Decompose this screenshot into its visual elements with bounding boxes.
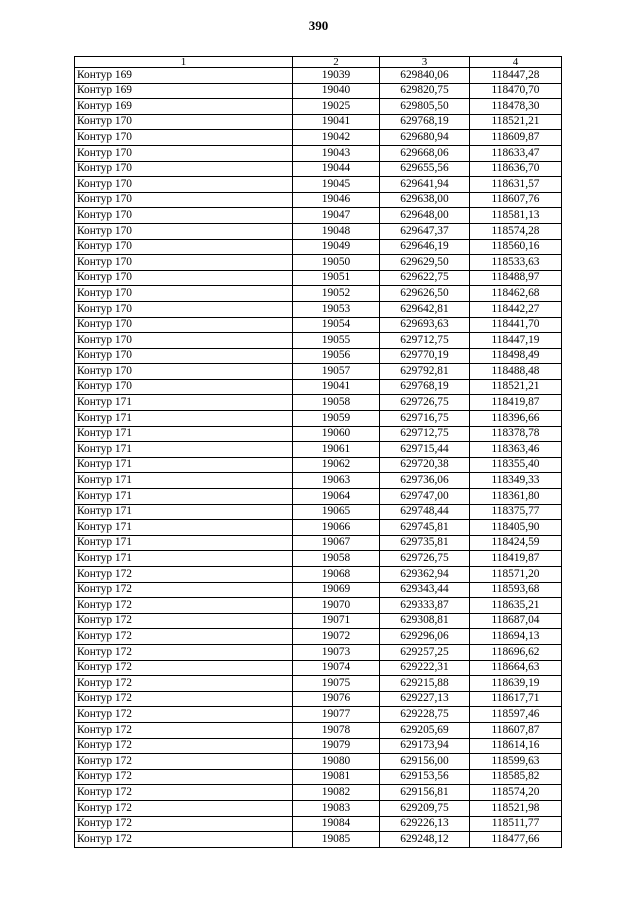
x-coordinate-cell: 629153,56 bbox=[380, 769, 470, 785]
contour-cell: Контур 170 bbox=[75, 208, 293, 224]
point-number-cell: 19055 bbox=[293, 333, 380, 349]
y-coordinate-cell: 118617,71 bbox=[470, 691, 562, 707]
x-coordinate-cell: 629720,38 bbox=[380, 457, 470, 473]
table-row bbox=[75, 301, 562, 317]
y-coordinate-cell: 118375,77 bbox=[470, 504, 562, 520]
x-coordinate-cell: 629726,75 bbox=[380, 395, 470, 411]
x-coordinate-cell: 629680,94 bbox=[380, 130, 470, 146]
y-coordinate-cell: 118378,78 bbox=[470, 426, 562, 442]
contour-cell: Контур 171 bbox=[75, 520, 293, 536]
contour-cell: Контур 172 bbox=[75, 800, 293, 816]
x-coordinate-cell: 629748,44 bbox=[380, 504, 470, 520]
table-row bbox=[75, 208, 562, 224]
x-coordinate-cell: 629226,13 bbox=[380, 816, 470, 832]
column-header-3: 3 bbox=[380, 57, 470, 68]
x-coordinate-cell: 629792,81 bbox=[380, 364, 470, 380]
contour-cell: Контур 171 bbox=[75, 411, 293, 427]
y-coordinate-cell: 118633,47 bbox=[470, 145, 562, 161]
table-row bbox=[75, 660, 562, 676]
contour-cell: Контур 170 bbox=[75, 286, 293, 302]
point-number-cell: 19052 bbox=[293, 286, 380, 302]
column-header-2: 2 bbox=[293, 57, 380, 68]
y-coordinate-cell: 118636,70 bbox=[470, 161, 562, 177]
point-number-cell: 19077 bbox=[293, 707, 380, 723]
contour-cell: Контур 169 bbox=[75, 99, 293, 115]
table-row bbox=[75, 83, 562, 99]
point-number-cell: 19053 bbox=[293, 301, 380, 317]
x-coordinate-cell: 629820,75 bbox=[380, 83, 470, 99]
y-coordinate-cell: 118363,46 bbox=[470, 442, 562, 458]
contour-cell: Контур 170 bbox=[75, 270, 293, 286]
point-number-cell: 19056 bbox=[293, 348, 380, 364]
contour-cell: Контур 170 bbox=[75, 114, 293, 130]
y-coordinate-cell: 118696,62 bbox=[470, 644, 562, 660]
y-coordinate-cell: 118419,87 bbox=[470, 395, 562, 411]
x-coordinate-cell: 629747,00 bbox=[380, 489, 470, 505]
point-number-cell: 19048 bbox=[293, 223, 380, 239]
table-row bbox=[75, 707, 562, 723]
contour-cell: Контур 172 bbox=[75, 785, 293, 801]
x-coordinate-cell: 629343,44 bbox=[380, 582, 470, 598]
point-number-cell: 19067 bbox=[293, 535, 380, 551]
table-row bbox=[75, 411, 562, 427]
y-coordinate-cell: 118560,16 bbox=[470, 239, 562, 255]
point-number-cell: 19043 bbox=[293, 145, 380, 161]
table-row bbox=[75, 535, 562, 551]
x-coordinate-cell: 629362,94 bbox=[380, 567, 470, 583]
point-number-cell: 19064 bbox=[293, 489, 380, 505]
contour-cell: Контур 172 bbox=[75, 598, 293, 614]
contour-cell: Контур 172 bbox=[75, 832, 293, 848]
column-header-1: 1 bbox=[75, 57, 293, 68]
contour-cell: Контур 172 bbox=[75, 707, 293, 723]
x-coordinate-cell: 629642,81 bbox=[380, 301, 470, 317]
point-number-cell: 19046 bbox=[293, 192, 380, 208]
table-row bbox=[75, 395, 562, 411]
table-header-row bbox=[75, 57, 562, 68]
contour-cell: Контур 170 bbox=[75, 348, 293, 364]
y-coordinate-cell: 118635,21 bbox=[470, 598, 562, 614]
contour-cell: Контур 171 bbox=[75, 535, 293, 551]
contour-cell: Контур 170 bbox=[75, 255, 293, 271]
point-number-cell: 19073 bbox=[293, 644, 380, 660]
contour-cell: Контур 170 bbox=[75, 177, 293, 193]
table-row bbox=[75, 832, 562, 848]
point-number-cell: 19063 bbox=[293, 473, 380, 489]
contour-cell: Контур 171 bbox=[75, 504, 293, 520]
point-number-cell: 19071 bbox=[293, 613, 380, 629]
x-coordinate-cell: 629222,31 bbox=[380, 660, 470, 676]
x-coordinate-cell: 629638,00 bbox=[380, 192, 470, 208]
contour-cell: Контур 172 bbox=[75, 738, 293, 754]
point-number-cell: 19076 bbox=[293, 691, 380, 707]
table-row bbox=[75, 613, 562, 629]
table-row bbox=[75, 255, 562, 271]
y-coordinate-cell: 118694,13 bbox=[470, 629, 562, 645]
table-row bbox=[75, 754, 562, 770]
table-row bbox=[75, 379, 562, 395]
table-row bbox=[75, 489, 562, 505]
x-coordinate-cell: 629768,19 bbox=[380, 379, 470, 395]
table-row bbox=[75, 161, 562, 177]
x-coordinate-cell: 629622,75 bbox=[380, 270, 470, 286]
x-coordinate-cell: 629156,81 bbox=[380, 785, 470, 801]
point-number-cell: 19068 bbox=[293, 567, 380, 583]
y-coordinate-cell: 118585,82 bbox=[470, 769, 562, 785]
table-row bbox=[75, 99, 562, 115]
table-row bbox=[75, 223, 562, 239]
contour-cell: Контур 170 bbox=[75, 239, 293, 255]
table-row bbox=[75, 317, 562, 333]
y-coordinate-cell: 118511,77 bbox=[470, 816, 562, 832]
y-coordinate-cell: 118470,70 bbox=[470, 83, 562, 99]
table-row bbox=[75, 145, 562, 161]
point-number-cell: 19049 bbox=[293, 239, 380, 255]
table-row bbox=[75, 442, 562, 458]
table-body bbox=[75, 68, 562, 848]
table-row bbox=[75, 800, 562, 816]
table-row bbox=[75, 68, 562, 84]
point-number-cell: 19084 bbox=[293, 816, 380, 832]
table-row bbox=[75, 364, 562, 380]
y-coordinate-cell: 118361,80 bbox=[470, 489, 562, 505]
point-number-cell: 19078 bbox=[293, 722, 380, 738]
x-coordinate-cell: 629735,81 bbox=[380, 535, 470, 551]
x-coordinate-cell: 629693,63 bbox=[380, 317, 470, 333]
table-row bbox=[75, 239, 562, 255]
y-coordinate-cell: 118614,16 bbox=[470, 738, 562, 754]
contour-cell: Контур 170 bbox=[75, 223, 293, 239]
x-coordinate-cell: 629805,50 bbox=[380, 99, 470, 115]
table-row bbox=[75, 426, 562, 442]
point-number-cell: 19070 bbox=[293, 598, 380, 614]
point-number-cell: 19059 bbox=[293, 411, 380, 427]
table-row bbox=[75, 504, 562, 520]
y-coordinate-cell: 118599,63 bbox=[470, 754, 562, 770]
contour-cell: Контур 172 bbox=[75, 769, 293, 785]
x-coordinate-cell: 629840,06 bbox=[380, 68, 470, 84]
y-coordinate-cell: 118687,04 bbox=[470, 613, 562, 629]
table-row bbox=[75, 286, 562, 302]
y-coordinate-cell: 118631,57 bbox=[470, 177, 562, 193]
contour-cell: Контур 172 bbox=[75, 691, 293, 707]
point-number-cell: 19050 bbox=[293, 255, 380, 271]
y-coordinate-cell: 118609,87 bbox=[470, 130, 562, 146]
table-row bbox=[75, 520, 562, 536]
x-coordinate-cell: 629308,81 bbox=[380, 613, 470, 629]
contour-cell: Контур 172 bbox=[75, 676, 293, 692]
table-row bbox=[75, 457, 562, 473]
y-coordinate-cell: 118521,98 bbox=[470, 800, 562, 816]
table-row bbox=[75, 598, 562, 614]
x-coordinate-cell: 629215,88 bbox=[380, 676, 470, 692]
contour-cell: Контур 169 bbox=[75, 83, 293, 99]
contour-cell: Контур 171 bbox=[75, 426, 293, 442]
contour-cell: Контур 170 bbox=[75, 333, 293, 349]
table-row bbox=[75, 551, 562, 567]
point-number-cell: 19066 bbox=[293, 520, 380, 536]
y-coordinate-cell: 118593,68 bbox=[470, 582, 562, 598]
point-number-cell: 19045 bbox=[293, 177, 380, 193]
contour-cell: Контур 171 bbox=[75, 442, 293, 458]
contour-cell: Контур 170 bbox=[75, 192, 293, 208]
x-coordinate-cell: 629629,50 bbox=[380, 255, 470, 271]
x-coordinate-cell: 629227,13 bbox=[380, 691, 470, 707]
y-coordinate-cell: 118396,66 bbox=[470, 411, 562, 427]
table-row bbox=[75, 785, 562, 801]
y-coordinate-cell: 118441,70 bbox=[470, 317, 562, 333]
y-coordinate-cell: 118574,20 bbox=[470, 785, 562, 801]
x-coordinate-cell: 629768,19 bbox=[380, 114, 470, 130]
contour-cell: Контур 171 bbox=[75, 551, 293, 567]
point-number-cell: 19044 bbox=[293, 161, 380, 177]
y-coordinate-cell: 118639,19 bbox=[470, 676, 562, 692]
x-coordinate-cell: 629712,75 bbox=[380, 426, 470, 442]
point-number-cell: 19060 bbox=[293, 426, 380, 442]
point-number-cell: 19047 bbox=[293, 208, 380, 224]
x-coordinate-cell: 629655,56 bbox=[380, 161, 470, 177]
x-coordinate-cell: 629156,00 bbox=[380, 754, 470, 770]
point-number-cell: 19039 bbox=[293, 68, 380, 84]
x-coordinate-cell: 629205,69 bbox=[380, 722, 470, 738]
contour-cell: Контур 171 bbox=[75, 395, 293, 411]
contour-cell: Контур 169 bbox=[75, 68, 293, 84]
table-row bbox=[75, 629, 562, 645]
table-row bbox=[75, 738, 562, 754]
y-coordinate-cell: 118597,46 bbox=[470, 707, 562, 723]
contour-cell: Контур 170 bbox=[75, 145, 293, 161]
y-coordinate-cell: 118488,97 bbox=[470, 270, 562, 286]
point-number-cell: 19058 bbox=[293, 395, 380, 411]
table-row bbox=[75, 130, 562, 146]
point-number-cell: 19065 bbox=[293, 504, 380, 520]
point-number-cell: 19025 bbox=[293, 99, 380, 115]
y-coordinate-cell: 118462,68 bbox=[470, 286, 562, 302]
y-coordinate-cell: 118447,19 bbox=[470, 333, 562, 349]
y-coordinate-cell: 118571,20 bbox=[470, 567, 562, 583]
table-row bbox=[75, 722, 562, 738]
table-row bbox=[75, 582, 562, 598]
contour-cell: Контур 170 bbox=[75, 301, 293, 317]
table-row bbox=[75, 769, 562, 785]
x-coordinate-cell: 629770,19 bbox=[380, 348, 470, 364]
x-coordinate-cell: 629648,00 bbox=[380, 208, 470, 224]
x-coordinate-cell: 629257,25 bbox=[380, 644, 470, 660]
y-coordinate-cell: 118574,28 bbox=[470, 223, 562, 239]
point-number-cell: 19074 bbox=[293, 660, 380, 676]
contour-cell: Контур 171 bbox=[75, 473, 293, 489]
y-coordinate-cell: 118447,28 bbox=[470, 68, 562, 84]
table-row bbox=[75, 333, 562, 349]
contour-cell: Контур 170 bbox=[75, 130, 293, 146]
x-coordinate-cell: 629736,06 bbox=[380, 473, 470, 489]
x-coordinate-cell: 629715,44 bbox=[380, 442, 470, 458]
table-row bbox=[75, 644, 562, 660]
table-row bbox=[75, 676, 562, 692]
contour-cell: Контур 171 bbox=[75, 457, 293, 473]
table-row bbox=[75, 567, 562, 583]
contour-cell: Контур 172 bbox=[75, 754, 293, 770]
contour-cell: Контур 171 bbox=[75, 489, 293, 505]
y-coordinate-cell: 118355,40 bbox=[470, 457, 562, 473]
contour-cell: Контур 172 bbox=[75, 567, 293, 583]
table-row bbox=[75, 348, 562, 364]
x-coordinate-cell: 629668,06 bbox=[380, 145, 470, 161]
y-coordinate-cell: 118521,21 bbox=[470, 379, 562, 395]
y-coordinate-cell: 118607,87 bbox=[470, 722, 562, 738]
x-coordinate-cell: 629647,37 bbox=[380, 223, 470, 239]
point-number-cell: 19083 bbox=[293, 800, 380, 816]
x-coordinate-cell: 629209,75 bbox=[380, 800, 470, 816]
point-number-cell: 19082 bbox=[293, 785, 380, 801]
x-coordinate-cell: 629173,94 bbox=[380, 738, 470, 754]
x-coordinate-cell: 629626,50 bbox=[380, 286, 470, 302]
y-coordinate-cell: 118521,21 bbox=[470, 114, 562, 130]
point-number-cell: 19079 bbox=[293, 738, 380, 754]
x-coordinate-cell: 629333,87 bbox=[380, 598, 470, 614]
y-coordinate-cell: 118419,87 bbox=[470, 551, 562, 567]
y-coordinate-cell: 118533,63 bbox=[470, 255, 562, 271]
y-coordinate-cell: 118442,27 bbox=[470, 301, 562, 317]
contour-cell: Контур 170 bbox=[75, 161, 293, 177]
point-number-cell: 19061 bbox=[293, 442, 380, 458]
contour-cell: Контур 170 bbox=[75, 317, 293, 333]
point-number-cell: 19057 bbox=[293, 364, 380, 380]
x-coordinate-cell: 629646,19 bbox=[380, 239, 470, 255]
contour-cell: Контур 172 bbox=[75, 582, 293, 598]
contour-cell: Контур 172 bbox=[75, 613, 293, 629]
x-coordinate-cell: 629712,75 bbox=[380, 333, 470, 349]
point-number-cell: 19062 bbox=[293, 457, 380, 473]
x-coordinate-cell: 629248,12 bbox=[380, 832, 470, 848]
contour-cell: Контур 172 bbox=[75, 816, 293, 832]
column-header-4: 4 bbox=[470, 57, 562, 68]
y-coordinate-cell: 118488,48 bbox=[470, 364, 562, 380]
page-number: 390 bbox=[308, 18, 329, 33]
x-coordinate-cell: 629641,94 bbox=[380, 177, 470, 193]
table-row bbox=[75, 816, 562, 832]
y-coordinate-cell: 118405,90 bbox=[470, 520, 562, 536]
y-coordinate-cell: 118424,59 bbox=[470, 535, 562, 551]
point-number-cell: 19040 bbox=[293, 83, 380, 99]
y-coordinate-cell: 118349,33 bbox=[470, 473, 562, 489]
x-coordinate-cell: 629745,81 bbox=[380, 520, 470, 536]
table-row bbox=[75, 192, 562, 208]
table-row bbox=[75, 114, 562, 130]
contour-cell: Контур 172 bbox=[75, 644, 293, 660]
point-number-cell: 19058 bbox=[293, 551, 380, 567]
y-coordinate-cell: 118498,49 bbox=[470, 348, 562, 364]
point-number-cell: 19041 bbox=[293, 114, 380, 130]
table-row bbox=[75, 177, 562, 193]
x-coordinate-cell: 629228,75 bbox=[380, 707, 470, 723]
point-number-cell: 19075 bbox=[293, 676, 380, 692]
coordinates-table bbox=[74, 56, 562, 848]
y-coordinate-cell: 118607,76 bbox=[470, 192, 562, 208]
contour-cell: Контур 172 bbox=[75, 660, 293, 676]
point-number-cell: 19054 bbox=[293, 317, 380, 333]
point-number-cell: 19069 bbox=[293, 582, 380, 598]
contour-cell: Контур 170 bbox=[75, 379, 293, 395]
y-coordinate-cell: 118478,30 bbox=[470, 99, 562, 115]
point-number-cell: 19072 bbox=[293, 629, 380, 645]
table-row bbox=[75, 691, 562, 707]
point-number-cell: 19080 bbox=[293, 754, 380, 770]
contour-cell: Контур 170 bbox=[75, 364, 293, 380]
contour-cell: Контур 172 bbox=[75, 722, 293, 738]
y-coordinate-cell: 118477,66 bbox=[470, 832, 562, 848]
y-coordinate-cell: 118581,13 bbox=[470, 208, 562, 224]
point-number-cell: 19081 bbox=[293, 769, 380, 785]
table-row bbox=[75, 270, 562, 286]
y-coordinate-cell: 118664,63 bbox=[470, 660, 562, 676]
table-row bbox=[75, 473, 562, 489]
contour-cell: Контур 172 bbox=[75, 629, 293, 645]
point-number-cell: 19041 bbox=[293, 379, 380, 395]
x-coordinate-cell: 629296,06 bbox=[380, 629, 470, 645]
point-number-cell: 19085 bbox=[293, 832, 380, 848]
x-coordinate-cell: 629726,75 bbox=[380, 551, 470, 567]
point-number-cell: 19051 bbox=[293, 270, 380, 286]
point-number-cell: 19042 bbox=[293, 130, 380, 146]
x-coordinate-cell: 629716,75 bbox=[380, 411, 470, 427]
